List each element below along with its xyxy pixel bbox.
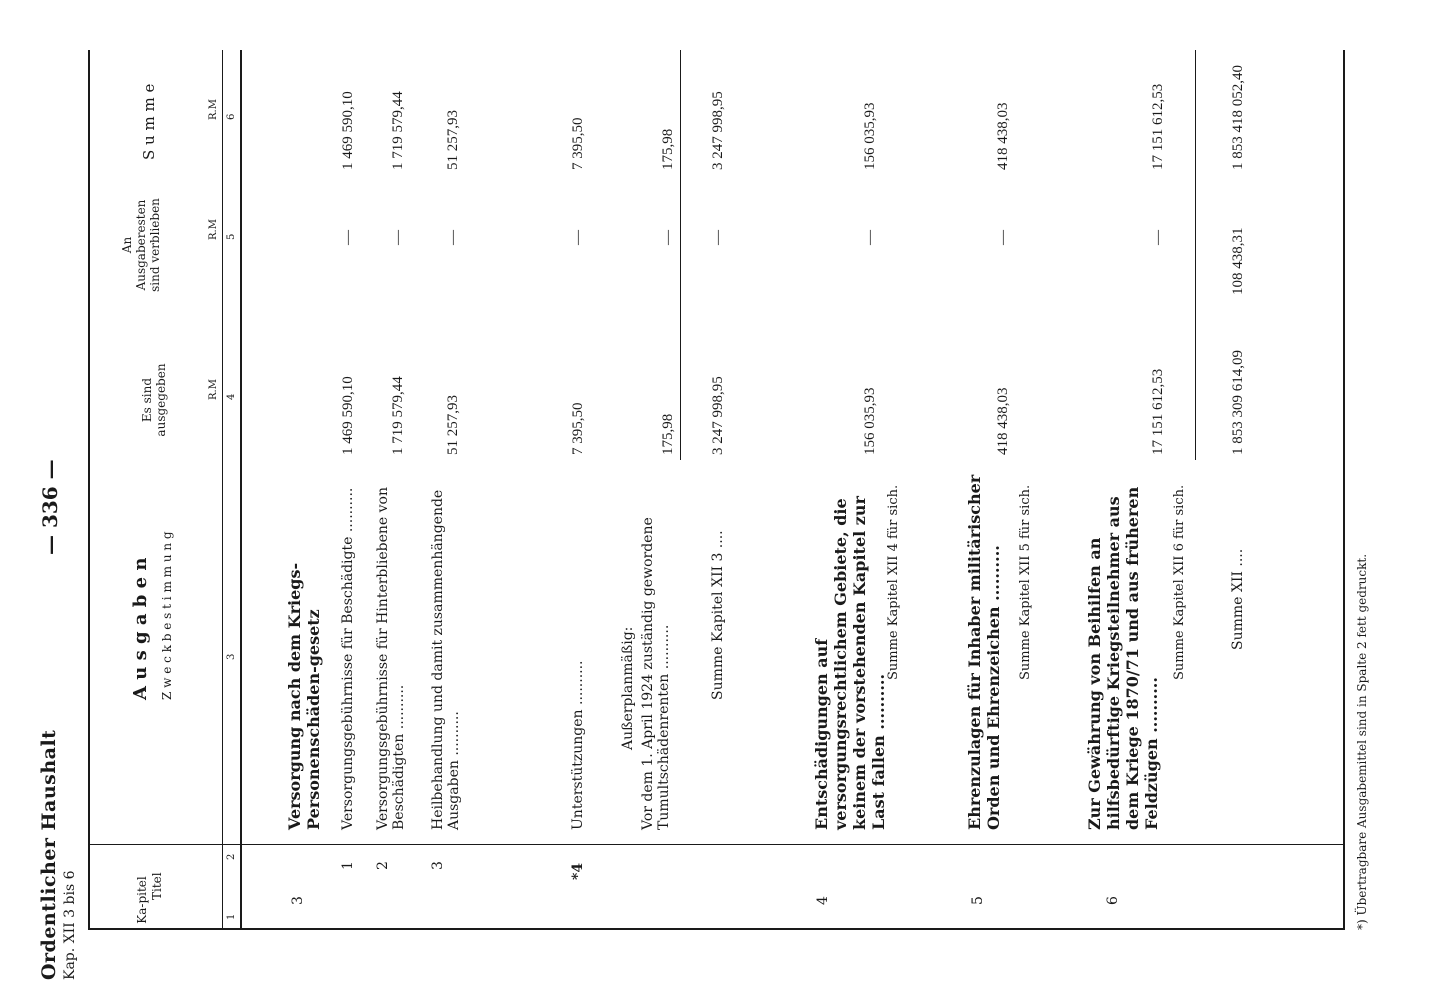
row-text: Entschädigungen auf versorgungsrechtlichem Gebiete, die keinem der vorstehenden Kapitel zur Last fallen ..........: [812, 496, 888, 830]
col-header-ausgegeben: Es sind ausgegeben: [140, 363, 168, 437]
total-rule: [1195, 50, 1196, 460]
row-c6: 418 438,03: [995, 102, 1011, 170]
colnum-2: 2: [226, 853, 237, 860]
column-number-line: [222, 50, 223, 930]
table-bottom-border: [1343, 50, 1345, 930]
col-header-titel: Titel: [150, 872, 164, 900]
row-c5: —: [445, 230, 461, 245]
row-text: Summe Kapitel XII 3 ....: [710, 530, 726, 700]
digitization-note: [1419, 10, 1433, 990]
row-text-ausserplanmaessig: Außerplanmäßig:: [620, 626, 636, 750]
row-c4: 1 853 309 614,09: [1230, 350, 1246, 455]
row-c4: 175,98: [660, 413, 676, 455]
col1-divider: [88, 844, 1343, 845]
row-c6: 7 395,50: [570, 117, 586, 170]
row-text: Versorgungsgebührnisse für Hinterbliebene von Beschädigten ..........: [375, 487, 407, 830]
row-text: Heilbehandlung und damit zusammenhängende Ausgaben ..........: [430, 489, 462, 830]
row-c5: —: [570, 230, 586, 245]
row-c4: 156 035,93: [862, 387, 878, 455]
unit-label-c5: R.M: [208, 219, 219, 240]
row-c6: 1 469 590,10: [340, 91, 356, 170]
row-summe-5: Summe Kapitel XII 5 für sich.: [1018, 484, 1033, 680]
row-text: Versorgung nach dem Kriegs-Personenschäden-gesetz: [285, 562, 323, 830]
row-kapitel: 5: [970, 896, 986, 905]
row-c4: 7 395,50: [570, 402, 586, 455]
colnum-5: 5: [226, 233, 237, 240]
colnum-3: 3: [226, 653, 237, 660]
row-c4: 1 719 579,44: [390, 376, 406, 455]
row-c5: —: [340, 230, 356, 245]
table-top-border: [88, 50, 90, 930]
row-c4: 51 257,93: [445, 395, 461, 455]
row-c5: —: [1150, 230, 1166, 245]
row-c5: —: [710, 230, 726, 245]
colnum-4: 4: [226, 393, 237, 400]
col-header-zweck: Z w e c k b e s t i m m u n g: [160, 531, 174, 700]
row-c5: 108 438,31: [1230, 227, 1246, 295]
row-c6: 51 257,93: [445, 110, 461, 170]
row-c6: 156 035,93: [862, 102, 878, 170]
col-header-ausgaben: A u s g a b e n: [130, 557, 151, 700]
row-c4: 418 438,03: [995, 387, 1011, 455]
row-kapitel: 3: [290, 896, 306, 905]
row-text: Versorgungsgebührnisse für Beschädigte ..........: [340, 487, 356, 830]
unit-label-c4: R.M: [208, 379, 219, 400]
row-c5: —: [660, 230, 676, 245]
footnote: *) Übertragbare Ausgabemittel sind in Spalte 2 fett gedruckt.: [1355, 553, 1369, 930]
row-c5: —: [862, 230, 878, 245]
row-c6: 175,98: [660, 128, 676, 170]
row-c6: 3 247 998,95: [710, 91, 726, 170]
row-text: Vor dem 1. April 1924 zuständig gewordene Tumultschädenrenten ..........: [640, 517, 672, 830]
col-header-reste: An Ausgaberesten sind verblieben: [120, 198, 162, 292]
row-text: Zur Gewährung von Beihilfen an hilfsbedürftige Kriegsteilnehmer aus dem Kriege 1870/71 und aus früheren Feldzügen ..........: [1085, 486, 1161, 830]
header-title: Ordentlicher Haushalt: [38, 729, 60, 980]
row-titel: 3: [430, 861, 446, 870]
row-c4: 17 151 612,53: [1150, 368, 1166, 455]
row-c5: —: [995, 230, 1011, 245]
row-titel: 2: [375, 861, 391, 870]
colnum-1: 1: [226, 913, 237, 920]
header-subtitle: Kap. XII 3 bis 6: [62, 870, 78, 980]
row-text: Unterstützungen ..........: [570, 660, 586, 830]
col-header-kapitel: Ka-pitel: [135, 876, 149, 924]
row-c5: —: [390, 230, 406, 245]
row-c6: 1 719 579,44: [390, 91, 406, 170]
row-kapitel: 4: [815, 896, 831, 905]
unit-label-c6: R.M: [208, 99, 219, 120]
colnum-6: 6: [226, 113, 237, 120]
row-titel: *4: [570, 862, 586, 880]
subtotal-rule: [680, 50, 681, 460]
row-summe-4: Summe Kapitel XII 4 für sich.: [886, 484, 901, 680]
row-text: Summe XII ....: [1230, 548, 1246, 650]
row-c6: 17 151 612,53: [1150, 83, 1166, 170]
header-bottom-border: [240, 50, 242, 930]
row-kapitel: 6: [1105, 896, 1121, 905]
row-titel: 1: [340, 861, 356, 870]
row-text: Ehrenzulagen für Inhaber militärischer Orden und Ehrenzeichen ..........: [965, 474, 1003, 830]
row-c4: 1 469 590,10: [340, 376, 356, 455]
row-c4: 3 247 998,95: [710, 376, 726, 455]
col-header-summe: S u m m e: [140, 83, 158, 160]
left-rule: [240, 928, 1345, 930]
page-number: — 336 —: [38, 459, 62, 555]
row-c6: 1 853 418 052,40: [1230, 65, 1246, 170]
row-summe-6: Summe Kapitel XII 6 für sich.: [1172, 484, 1187, 680]
